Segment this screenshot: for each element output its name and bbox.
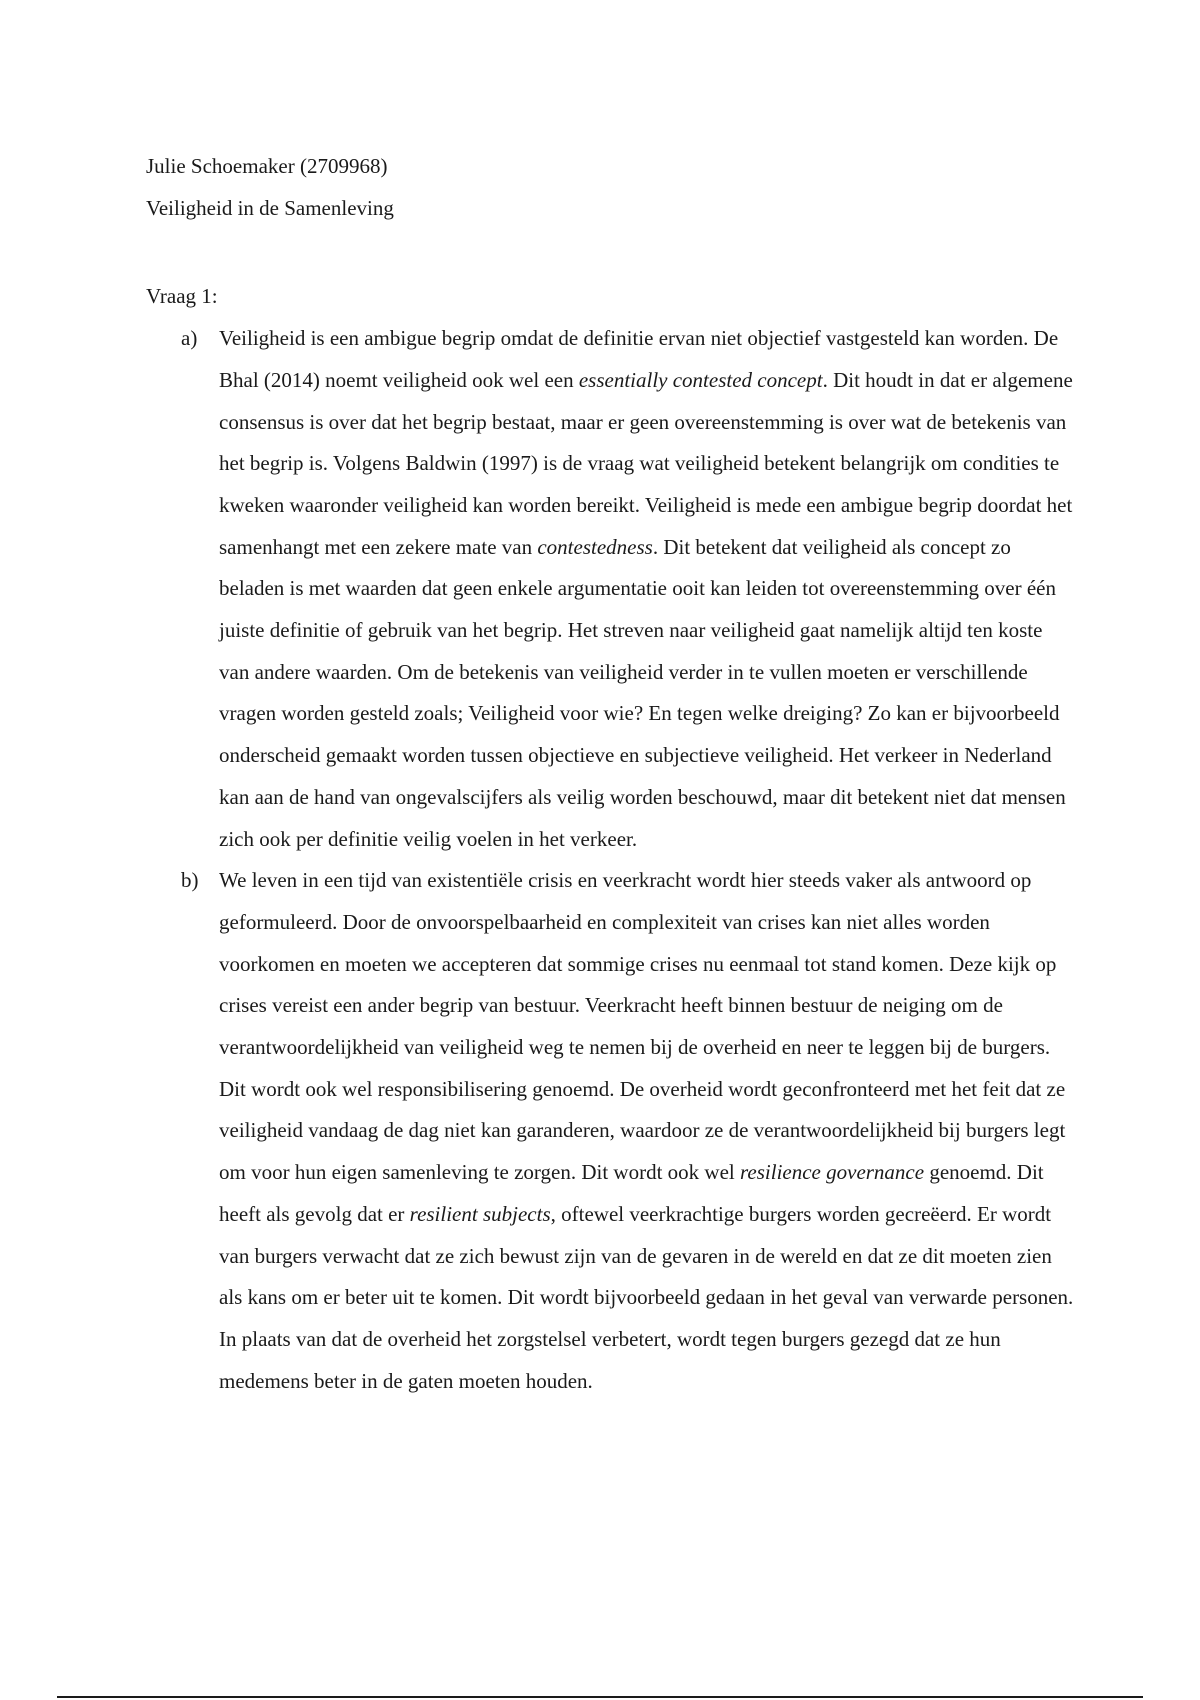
answer-a <box>146 318 1076 860</box>
italic-term: essentially contested concept <box>578 367 823 392</box>
footer-divider <box>57 1696 1143 1698</box>
answer-list <box>146 318 1076 1402</box>
answer-marker: b) <box>181 868 199 893</box>
question-heading: Vraag 1: <box>146 284 218 309</box>
italic-term: resilient subjects <box>409 1201 551 1226</box>
answer-text: We leven in een tijd van existentiële crisis en veerkracht wordt hier steeds vaker als antwoord op geformuleerd. Door de onvoorspelbaarheid en complexiteit van crises kan niet alles worden voorkomen en moeten we accepteren dat sommige crises nu eenmaal tot stand komen. Deze kijk op crises vereist een ander begrip van bestuur. Veerkracht heeft binnen bestuur de neiging om de verantwoordelijkheid van veiligheid weg te nemen bij de overheid en neer te leggen bij de burgers. Dit wordt ook wel responsibilisering genoemd. De overheid wordt geconfronteerd met het feit dat ze veiligheid vandaag de dag niet kan garanderen, waardoor ze de verantwoordelijkheid bij burgers legt om voor hun eigen samenleving te zorgen. Dit wordt ook wel resilience governance genoemd. Dit heeft als gevolg dat er resilient subjects, oftewel veerkrachtige burgers worden gecreëerd. Er wordt van burgers verwacht dat ze zich bewust zijn van de gevaren in de wereld en dat ze dit moeten zien als kans om er beter uit te komen. Dit wordt bijvoorbeeld gedaan in het geval van verwarde personen. In plaats van dat de overheid het zorgstelsel verbetert, wordt tegen burgers gezegd dat ze hun medemens beter in de gaten moeten houden. <box>219 868 1074 1393</box>
answer-b <box>146 860 1076 1402</box>
document-page <box>146 146 1076 1402</box>
answer-text: Veiligheid is een ambigue begrip omdat de definitie ervan niet objectief vastgesteld kan worden. De Bhal (2014) noemt veiligheid ook wel een essentially contested concept. Dit houdt in dat er algemene consensus is over dat het begrip bestaat, maar er geen overeenstemming is over wat de betekenis van het begrip is. Volgens Baldwin (1997) is de vraag wat veiligheid betekent belangrijk om condities te kweken waaronder veiligheid kan worden bereikt. Veiligheid is mede een ambigue begrip doordat het samenhangt met een zekere mate van contestedness. Dit betekent dat veiligheid als concept zo beladen is met waarden dat geen enkele argumentatie ooit kan leiden tot overeenstemming over één juiste definitie of gebruik van het begrip. Het streven naar veiligheid gaat namelijk altijd ten koste van andere waarden. Om de betekenis van veiligheid verder in te vullen moeten er verschillende vragen worden gesteld zoals; Veiligheid voor wie? En tegen welke dreiging? Zo kan er bijvoorbeeld onderscheid gemaakt worden tussen objectieve en subjectieve veiligheid. Het verkeer in Nederland kan aan de hand van ongevalscijfers als veilig worden beschouwd, maar dit betekent niet dat mensen zich ook per definitie veilig voelen in het verkeer. <box>219 326 1073 851</box>
answer-marker: a) <box>181 326 198 351</box>
italic-term: resilience governance <box>740 1160 925 1185</box>
course-title: Veiligheid in de Samenleving <box>146 195 394 220</box>
italic-term: contestedness <box>537 534 653 559</box>
author-line: Julie Schoemaker (2709968) <box>146 154 388 178</box>
